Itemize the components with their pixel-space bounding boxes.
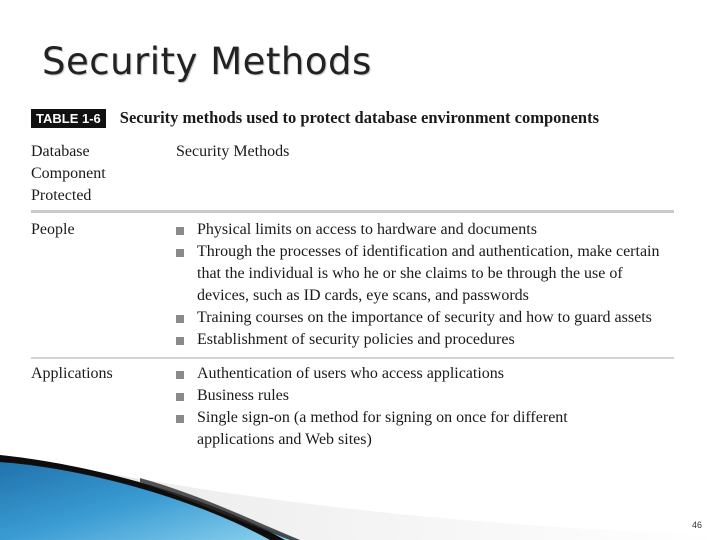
page-number: 46 (691, 520, 702, 530)
list-item (176, 385, 676, 407)
list-item-text: Business rules (197, 387, 289, 404)
bullet-square-icon (176, 249, 184, 257)
table-caption (31, 108, 599, 128)
list-item (176, 307, 676, 329)
table-caption-text: Security methods used to protect database environment components (119, 108, 600, 127)
header-divider (31, 210, 674, 213)
list-item-text: Training courses on the importance of security and how to guard assets (197, 309, 652, 326)
list-item (176, 219, 676, 241)
applications-methods-list (176, 363, 676, 451)
bullet-square-icon (176, 415, 184, 423)
column-header-component: Database Component Protected (31, 143, 106, 204)
bullet-square-icon (176, 337, 184, 345)
row-label-people: People (31, 221, 75, 238)
list-item-text: Authentication of users who access applications (197, 365, 505, 382)
list-item-text: Through the processes of identification and authentication, make certain that the individual is who he or she claims to be through the use of devices, such as ID cards, eye scans, and passwords (197, 243, 660, 304)
list-item (176, 241, 676, 307)
bullet-square-icon (176, 315, 184, 323)
row-label-applications: Applications (31, 365, 113, 382)
bullet-square-icon (176, 371, 184, 379)
row-divider (31, 357, 674, 359)
list-item-text: Single sign-on (a method for signing on once for different applications and Web sites) (197, 409, 568, 448)
table-number-badge: TABLE 1-6 (31, 109, 106, 128)
list-item (176, 407, 627, 451)
column-header-methods: Security Methods (176, 143, 290, 160)
slide-title: Security Methods (42, 40, 372, 83)
list-item (176, 363, 676, 385)
bullet-square-icon (176, 393, 184, 401)
list-item-text: Establishment of security policies and procedures (197, 331, 515, 348)
list-item-text: Physical limits on access to hardware and documents (197, 221, 537, 238)
people-methods-list (176, 219, 676, 351)
bullet-square-icon (176, 227, 184, 235)
list-item (176, 329, 676, 351)
